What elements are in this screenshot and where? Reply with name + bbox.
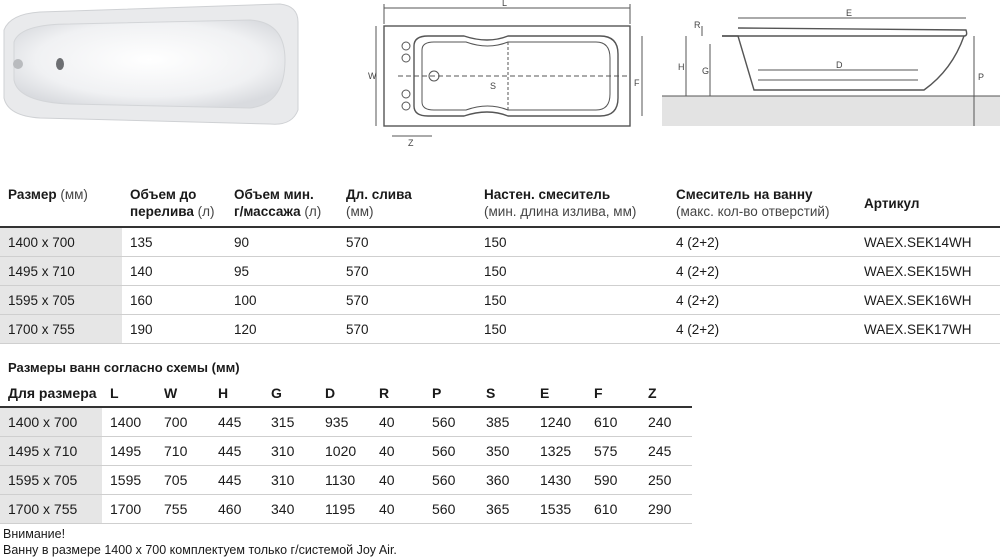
label-E: E — [846, 8, 853, 18]
table-cell: 95 — [226, 257, 338, 286]
table-cell: 1400 x 700 — [0, 227, 122, 257]
table-cell: 1430 — [532, 466, 586, 495]
label-S: S — [490, 81, 497, 91]
table-cell: WAEX.SEK17WH — [856, 315, 1000, 344]
table-cell: 140 — [122, 257, 226, 286]
table-cell: 705 — [156, 466, 210, 495]
table-row — [0, 286, 1000, 315]
table-cell: 560 — [424, 407, 478, 437]
dim-header-cell: F — [594, 385, 603, 401]
table-cell: 315 — [263, 407, 317, 437]
table-cell: 150 — [476, 315, 668, 344]
table-cell: 590 — [586, 466, 640, 495]
table-cell: 1325 — [532, 437, 586, 466]
table-cell: 310 — [263, 466, 317, 495]
dim-table-title: Размеры ванн согласно схемы (мм) — [8, 360, 240, 375]
table-cell: 445 — [210, 466, 263, 495]
table-cell: 1240 — [532, 407, 586, 437]
table-row — [0, 407, 692, 437]
table-cell: 360 — [478, 466, 532, 495]
table-cell: 570 — [338, 257, 476, 286]
table-cell: 1495 x 710 — [0, 437, 102, 466]
table-cell: 290 — [640, 495, 692, 524]
dim-header-cell: R — [379, 385, 390, 401]
table-cell: 755 — [156, 495, 210, 524]
table-cell: 250 — [640, 466, 692, 495]
label-D: D — [836, 60, 843, 70]
table-cell: 120 — [226, 315, 338, 344]
table-cell: 385 — [478, 407, 532, 437]
notice-text: Ванну в размере 1400 х 700 комплектуем только г/системой Joy Air. — [3, 543, 397, 557]
table-cell: 935 — [317, 407, 371, 437]
dim-header-cell: H — [218, 385, 229, 401]
table-row — [0, 466, 692, 495]
label-F: F — [634, 78, 640, 88]
spec-header-article: Артикул — [864, 195, 920, 211]
table-cell: 310 — [263, 437, 317, 466]
notice — [3, 526, 397, 558]
bathtub-photo — [0, 0, 300, 128]
table-cell: 570 — [338, 315, 476, 344]
table-cell: 700 — [156, 407, 210, 437]
table-cell: 90 — [226, 227, 338, 257]
table-cell: 4 (2+2) — [668, 315, 856, 344]
spec-header-min-volume: Объем мин. г/массажа (л) — [234, 187, 322, 219]
table-cell: 150 — [476, 286, 668, 315]
table-row — [0, 257, 1000, 286]
label-H: H — [678, 62, 685, 72]
spec-header-tub-mixer: Смеситель на ванну (макс. кол-во отверстий) — [676, 187, 830, 219]
table-cell: 1495 x 710 — [0, 257, 122, 286]
table-cell: 4 (2+2) — [668, 286, 856, 315]
table-cell: 1130 — [317, 466, 371, 495]
dim-header-cell: E — [540, 385, 550, 401]
spec-header-row — [0, 182, 1000, 227]
spec-header-size: Размер (мм) — [8, 187, 88, 202]
table-cell: 245 — [640, 437, 692, 466]
dim-header-cell: W — [164, 385, 178, 401]
dim-header-cell: D — [325, 385, 336, 401]
table-cell: 4 (2+2) — [668, 257, 856, 286]
label-L: L — [502, 0, 508, 8]
spec-table — [0, 182, 1000, 344]
table-cell: 1535 — [532, 495, 586, 524]
table-cell: WAEX.SEK14WH — [856, 227, 1000, 257]
table-cell: 40 — [371, 437, 424, 466]
table-cell: 150 — [476, 227, 668, 257]
table-cell: 610 — [586, 495, 640, 524]
dim-header-cell: Z — [648, 385, 657, 401]
table-cell: 160 — [122, 286, 226, 315]
dim-header-cell: P — [432, 385, 442, 401]
table-cell: 365 — [478, 495, 532, 524]
spec-header-wall-mixer: Настен. смеситель (мин. длина излива, мм) — [484, 187, 637, 219]
table-cell: 460 — [210, 495, 263, 524]
table-cell: 1400 x 700 — [0, 407, 102, 437]
table-cell: 340 — [263, 495, 317, 524]
table-row — [0, 315, 1000, 344]
table-row — [0, 227, 1000, 257]
table-cell: 1595 x 705 — [0, 286, 122, 315]
table-row — [0, 437, 692, 466]
table-cell: 610 — [586, 407, 640, 437]
table-cell: 1700 x 755 — [0, 495, 102, 524]
table-cell: 40 — [371, 495, 424, 524]
table-cell: 40 — [371, 466, 424, 495]
table-cell: 1595 x 705 — [0, 466, 102, 495]
table-cell: 575 — [586, 437, 640, 466]
dim-header-row — [0, 380, 692, 407]
table-cell: 40 — [371, 407, 424, 437]
table-cell: 150 — [476, 257, 668, 286]
table-cell: 1195 — [317, 495, 371, 524]
table-cell: 1700 x 755 — [0, 315, 122, 344]
dim-header-cell: L — [110, 385, 119, 401]
table-cell: 1400 — [102, 407, 156, 437]
table-cell: 560 — [424, 437, 478, 466]
table-cell: 100 — [226, 286, 338, 315]
label-Z: Z — [408, 138, 414, 148]
notice-title: Внимание! — [3, 527, 66, 541]
label-P: P — [978, 72, 985, 82]
table-cell: 1595 — [102, 466, 156, 495]
spec-header-overflow-volume: Объем до перелива (л) — [130, 187, 215, 219]
table-cell: 350 — [478, 437, 532, 466]
table-cell: 445 — [210, 407, 263, 437]
table-cell: WAEX.SEK16WH — [856, 286, 1000, 315]
dim-header-cell: G — [271, 385, 282, 401]
table-cell: 190 — [122, 315, 226, 344]
table-cell: 4 (2+2) — [668, 227, 856, 257]
top-view-diagram — [368, 0, 648, 148]
label-G: G — [702, 66, 710, 76]
dim-header-cell: Для размера — [8, 385, 97, 401]
table-cell: 560 — [424, 466, 478, 495]
table-cell: WAEX.SEK15WH — [856, 257, 1000, 286]
dim-table — [0, 380, 692, 524]
table-cell: 240 — [640, 407, 692, 437]
table-row — [0, 495, 692, 524]
table-cell: 1700 — [102, 495, 156, 524]
table-cell: 570 — [338, 286, 476, 315]
spec-header-drain-length: Дл. слива (мм) — [346, 187, 412, 219]
table-cell: 445 — [210, 437, 263, 466]
table-cell: 1495 — [102, 437, 156, 466]
table-cell: 135 — [122, 227, 226, 257]
table-cell: 1020 — [317, 437, 371, 466]
table-cell: 570 — [338, 227, 476, 257]
table-cell: 560 — [424, 495, 478, 524]
label-W: W — [368, 71, 377, 81]
side-view-diagram — [662, 0, 1000, 126]
label-R: R — [694, 20, 701, 30]
table-cell: 710 — [156, 437, 210, 466]
dim-header-cell: S — [486, 385, 496, 401]
